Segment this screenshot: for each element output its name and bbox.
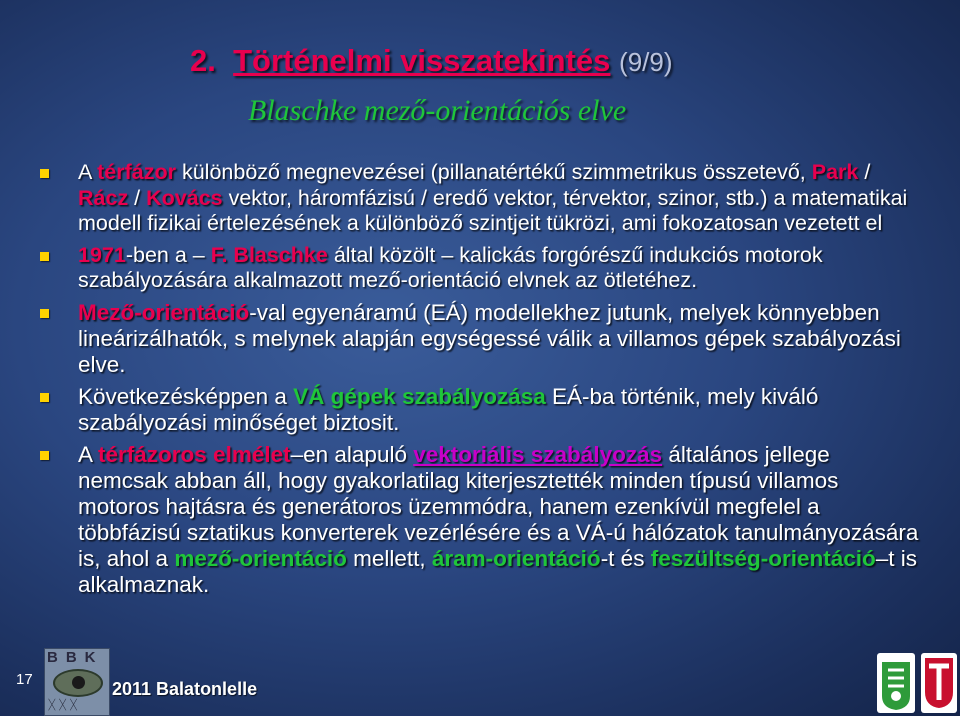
bullet-text: különböző megnevezései (pillanatértékű szimmetrikus összetevő, bbox=[176, 160, 812, 184]
bullet-text: vektor, háromfázisú / eredő vektor, térvektor, szinor, stb.) a matematikai modell fizikai értelezésének a különböző szintjeit tükrözi, ami fokozatosan vezetett el bbox=[78, 185, 908, 235]
keyword-kovacs: Kovács bbox=[146, 185, 223, 210]
bullet-text: általános jellege nemcsak abban áll, hogy gyakorlatilag kiterjesztették minden típusú villamos motoros hajtásra és generátoros üzemmódra, hanem ezenkívül megfelel a többfázisú sztatikus konverterek vezérlésére és a VÁ-ú hálózatok tanulmányozására is, ahol a bbox=[78, 441, 919, 571]
bullet-square-icon bbox=[40, 252, 49, 261]
keyword-aram-orientacio: áram-orientáció bbox=[431, 545, 601, 571]
event-label: 2011 Balatonlelle bbox=[112, 679, 258, 699]
bullet-text: -t és bbox=[600, 545, 651, 571]
title-number: 2. bbox=[190, 43, 216, 78]
bullet-item bbox=[40, 442, 920, 598]
bullet-item bbox=[40, 243, 920, 294]
bullet-square-icon bbox=[40, 169, 49, 178]
university-logo-green-icon bbox=[876, 652, 916, 714]
keyword-mezo-orientacio: Mező-orientáció bbox=[78, 299, 250, 325]
rune-pattern: ᚷᚷᚷ bbox=[48, 697, 81, 712]
keyword-park: Park bbox=[811, 160, 859, 184]
bullet-text: A bbox=[78, 160, 98, 184]
bullet-text: EÁ-ba történik, mely kiváló szabályozási minőséget biztosit. bbox=[78, 383, 819, 435]
keyword-va-gepek: VÁ gépek szabályozása bbox=[293, 383, 546, 409]
eye-icon bbox=[53, 669, 103, 697]
bullet-text: A bbox=[78, 441, 99, 467]
bullet-list bbox=[40, 160, 920, 604]
title-text: Történelmi visszatekintés bbox=[233, 43, 611, 78]
bullet-item bbox=[40, 384, 920, 436]
bbk-logo-letters: BBK bbox=[47, 649, 104, 666]
bullet-text: mellett, bbox=[346, 545, 432, 571]
bullet-text: -val egyenáramú (EÁ) modellekhez jutunk, melyek könnyebben lineárizálhatók, s melynek alapján egységessé válik a villamos gépek szabályozási elve. bbox=[78, 299, 901, 377]
title-page-count: (9/9) bbox=[619, 47, 673, 77]
bullet-square-icon bbox=[40, 451, 49, 460]
slide-subtitle: Blaschke mező-orientációs elve bbox=[248, 94, 627, 127]
bullet-text: / bbox=[858, 160, 871, 184]
bullet-square-icon bbox=[40, 309, 49, 318]
bullet-square-icon bbox=[40, 393, 49, 402]
bullet-item bbox=[40, 300, 920, 378]
slide-title bbox=[190, 42, 890, 81]
keyword-terfazor: térfázor bbox=[97, 160, 176, 184]
keyword-mezo-orientacio: mező-orientáció bbox=[174, 545, 347, 571]
bullet-text: –t is alkalmaznak. bbox=[78, 545, 918, 597]
bbk-logo bbox=[44, 648, 110, 716]
bullet-text: -ben a – bbox=[125, 242, 211, 267]
bullet-text: Következésképpen a bbox=[78, 383, 294, 409]
university-logo-red-icon bbox=[920, 652, 958, 714]
page-number: 17 bbox=[16, 671, 33, 688]
keyword-vektorialis-szabalyozas: vektoriális szabályozás bbox=[413, 441, 663, 467]
keyword-terfazoros-elmelet: térfázoros elmélet bbox=[98, 441, 291, 467]
keyword-feszultseg-orientacio: feszültség-orientáció bbox=[650, 545, 876, 571]
bullet-text: –en alapuló bbox=[290, 441, 414, 467]
keyword-blaschke: F. Blaschke bbox=[210, 242, 328, 267]
bullet-text: által közölt – kalickás forgórészű indukciós motorok szabályozására alkalmazott mező-orientáció elvnek az ötletéhez. bbox=[78, 242, 823, 292]
keyword-racz: Rácz bbox=[78, 185, 129, 210]
keyword-year: 1971 bbox=[78, 242, 126, 267]
bullet-text: / bbox=[128, 185, 147, 210]
bullet-item bbox=[40, 160, 920, 237]
